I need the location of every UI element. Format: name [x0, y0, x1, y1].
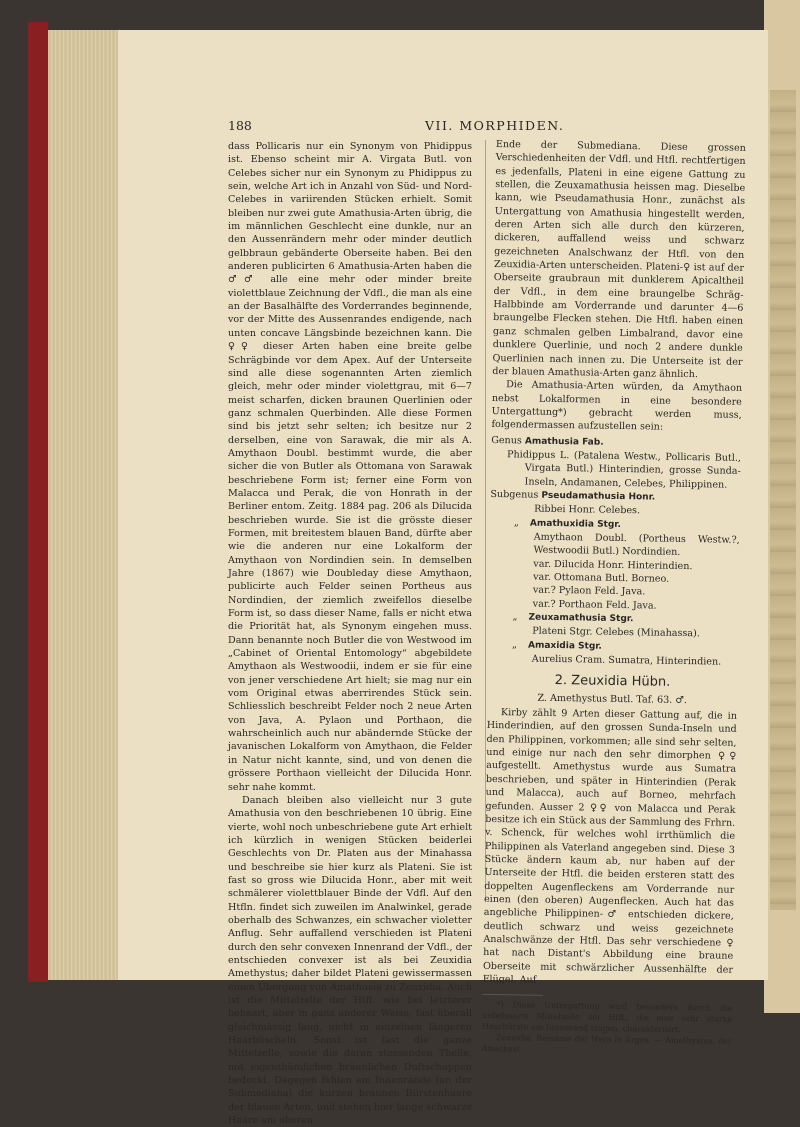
running-title: VII. MORPHIDEN. [425, 118, 565, 133]
ditto-mark: „ [511, 639, 518, 651]
footnote: Zeuxidia, Beiname der Hera in Argos. — Amethystus, der Amethyst. [481, 1033, 732, 1054]
book-spine [28, 22, 48, 982]
thumb-index-tabs [770, 90, 796, 910]
subgenus-label: Subgenus [490, 488, 539, 501]
variety-entry: var. Dilucida Honr. Hinterindien. [533, 558, 693, 572]
genus-label: Genus [491, 434, 522, 447]
species-entry: Aurelius Cram. Sumatra, Hinterindien. [531, 653, 722, 668]
species-entry: Ribbei Honr. Celebes. [534, 503, 641, 517]
variety-entry: var.? Pylaon Feld. Java. [532, 584, 646, 598]
paragraph: dass Pollicaris nur ein Synonym von Phidippus ist. Ebenso scheint mir A. Virgata Butl. von Celebes sicher nur ein Synonym zu Phidippus zu sein, welche Art ich in Anzahl von Süd- und Nord-Celebes in variirenden Stücken erhielt. Somit bleiben nur zwei gute Amathusia-Arten übrig, die im männlichen Geschlecht eine dunkle, nur an den Aussenrändern mehr oder minder deutlich gelbbraun gebänderte Oberseite haben. Bei den anderen publicirten 6 Amathusia-Arten haben die ♂♂ alle eine mehr oder minder breite violettblaue Zeichnung der Vdfl., die man als eine an der Basalhälfte des Vorderrandes beginnende, vor der Mitte des Aussenrandes endigende, nach unten concave Längsbinde bezeichnen kann. Die ♀♀ dieser Arten haben eine breite gelbe Schrägbinde vor dem Apex. Auf der Unterseite sind alle diese sogenannten Arten ziemlich gleich, mehr oder minder violettgrau, mit 6—7 meist scharfen, dicken braunen Querlinien oder ganz schmalen Querbinden. Alle diese Formen sind bis jetzt sehr selten; ich besitze nur 2 derselben, eine von Sarawak, die mir als A. Amythaon Doubl. bestimmt wurde, die aber sicher die von Butler als Ottomana von Sarawak beschriebene Form ist; ferner eine Form von Malacca und Perak, die von Honrath in der Berliner entom. Zeitg. 1884 pag. 206 als Dilucida beschrieben wurde. Sie ist die grösste dieser Formen, mit breitestem blauen Band, dürfte aber wie die anderen nur eine Lokalform der Amythaon von Nordindien sein. In demselben Jahre (1867) wie Doubleday diese Amythaon, publicirte auch Felder seinen Portheus aus Nordindien, der ziemlich zweifellos dieselbe Form ist, so dass dieser Name, falls er nicht etwa die Priorität hat, als Synonym eingehen muss. Dann benannte noch Butler die von Westwood im „Cabinet of Oriental Entomology“ abgebildete Amythaon als Westwoodii, indem er sie für eine von jener verschiedene Art hielt; sie mag nur ein vom Original etwas aberrirendes Stück sein. Schliesslich beschreibt Felder noch 2 neue Arten von Java, A. Pylaon und Porthaon, die wahrscheinlich auch nur abändernde Stücke der javanischen Lokalform von Amythaon, die Felder in Natur nicht kannte, sind, und von denen die grössere Porthaon vielleicht der Dilucida Honr. sehr nahe kommt. [228, 141, 472, 793]
footnote: *) Diese Untergattung wird besonders durch die unbehaarte Mittelzelle der Htfl., die eine sehr starke Haarbürste am Innenrand tragen, charakterisirt. [481, 1000, 733, 1035]
facing-page-edge [764, 0, 800, 1013]
genus-name: Amathusia Fab. [524, 436, 604, 448]
footnote-rule [483, 994, 543, 996]
subgenus-name: Zeuxamathusia Stgr. [528, 612, 634, 625]
right-column [482, 138, 746, 1058]
subgenus-name: Amathuxidia Stgr. [529, 518, 621, 530]
paragraph: Die Amathusia-Arten würden, da Amythaon nebst Lokalformen in eine besondere Untergattung*) gebracht werden muss, folgendermassen aufzustellen sein: [491, 379, 743, 433]
ditto-mark: „ [512, 611, 518, 623]
subgenus-name: Amaxidia Stgr. [527, 640, 602, 652]
paragraph: Ende der Submediana. Diese grossen Verschiedenheiten der Vdfl. und Htfl. rechtfertigen es jedenfalls, Plateni in eine eigene Gattung zu stellen, die Zeuxamathusia heissen mag. Dieselbe kann, wie Pseudamathusia Honr., zunächst als Untergattung von Amathusia hingestellt werden, deren Arten sich alle durch den kürzeren, dickeren, auffallend weiss und schwarz gezeichneten Analschwanz der Htfl. von den Zeuxidia-Arten unterscheiden. Plateni-♀ ist auf der Oberseite graubraun mit dunklerem Apicaltheil der Vdfl., in dem eine braungelbe Schräg-Halbbinde am Vorderrande und darunter 4—6 braungelbe Flecken stehen. Die Htfl. haben einen ganz schmalen gelben Limbalrand, davor eine dunklere Querlinie, und noch 2 andere dunkle Querlinien nach innen zu. Die Unterseite ist der der blauen Amathusia-Arten ganz ähnlich. [492, 138, 746, 381]
variety-entry: var. Ottomana Butl. Borneo. [533, 571, 670, 585]
species-heading: Z. Amethystus Butl. Taf. 63. ♂. [537, 692, 688, 706]
left-column [228, 140, 472, 1127]
ditto-mark: „ [513, 516, 520, 529]
page-number: 188 [228, 118, 252, 133]
paragraph: Danach bleiben also vielleicht nur 3 gute Amathusia von den beschriebenen 10 übrig. Eine vierte, wohl noch unbeschriebene gute Art erhielt ich kürzlich in wenigen Stücken beiderlei Geschlechts von Dr. Platen aus der Minahassa und beschreibe sie hier kurz als Plateni. Sie ist fast so gross wie Dilucida Honr., aber mit weit schmälerer violettblauer Binde der Vdfl. Auf den Htfln. findet sich zuweilen im Analwinkel, gerade oberhalb des Schwanzes, ein schwacher violetter Anflug. Sehr auffallend verschieden ist Plateni durch den sehr convexen Innenrand der Vdfl., der entschieden convexer ist als bei Zeuxidia Amethystus; daher bildet Plateni gewissermassen einen Übergang von Amathusia zu Zeuxidia. Auch ist die Mittelzelle der Htfl. wie bei letzterer behaart, aber in ganz anderer Weise, fast überall gleichmässig lang, nicht in einzelnen längeren Haarbüscheln. Sonst ist fast die ganze Mittelzelle, sowie die daran stossenden Theile, mit eigenthümlichen bräunlichen Duftschuppen bedeckt. Dagegen fehlen am Innenrande (an der Submediana) die kurzen braunen Bürstenhaare der blauen Arten, und stehen hier lange schwarze Haare am oberen [228, 794, 473, 1127]
subgenus-name: Pseudamathusia Honr. [541, 490, 656, 503]
species-entry: Phidippus L. (Patalena Westw., Pollicaris Butl., Virgata Butl.) Hinterindien, grosse Sunda-Inseln, Andamanen, Celebes, Philippinen. [506, 449, 742, 491]
species-entry: Plateni Stgr. Celebes (Minahassa). [532, 626, 700, 640]
section-title: 2. Zeuxidia Hübn. [554, 673, 671, 691]
species-entry: Amythaon Doubl. (Portheus Westw.?, Westwoodii Butl.) Nordindien. [533, 531, 740, 559]
paragraph: Kirby zählt 9 Arten dieser Gattung auf, die in Hinderindien, auf den grossen Sunda-Inseln und den Philippinen, vorkommen; alle sind sehr selten, und einige nur nach den sehr dimorphen ♀♀ aufgestellt. Amethystus wurde aus Sumatra beschrieben, und später in Hinterindien (Perak und Malacca), auch auf Borneo, mehrfach gefunden. Ausser 2 ♀♀ von Malacca und Perak besitze ich ein Stück aus der Sammlung des Frhrn. v. Schenck, für welches wohl irrthümlich die Philippinen als Vaterland angegeben sind. Diese 3 Stücke ändern kaum ab, nur haben auf der Unterseite der Htfl. die beiden ersteren statt des doppelten Augenfleckens am Vorderrande nur einen (den oberen) Augenflecken. Auch hat das angebliche Philippinen-♂ entschieden dickere, deutlich schwarz und weiss gezeichnete Analschwänze der Htfl. Das sehr verschiedene ♀ hat nach Distant's Abbildung eine braune Oberseite mit schwärzlicher Aussenhälfte der Flügel. Auf [482, 707, 738, 986]
variety-entry: var.? Porthaon Feld. Java. [532, 598, 657, 612]
